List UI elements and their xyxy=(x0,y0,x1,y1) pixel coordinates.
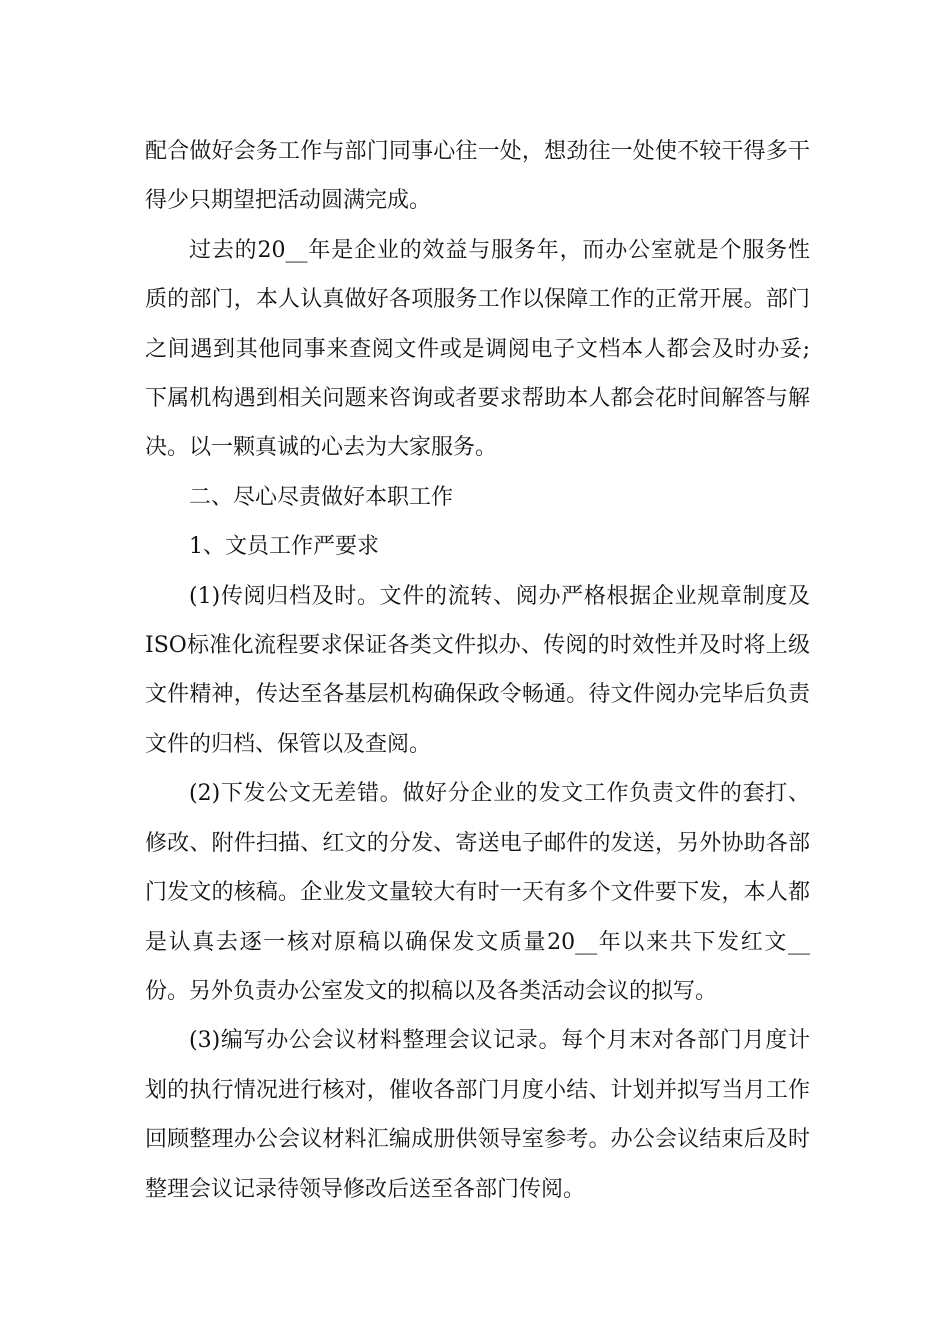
subsection-heading-1: 1、文员工作严要求 xyxy=(189,534,379,560)
document-body xyxy=(145,127,810,1214)
paragraph-item-3: (3)编写办公会议材料整理会议记录。每个月末对各部门月度计划的执行情况进行核对，催收各部门月度小结、计划并拟写当月工作回顾整理办公会议材料汇编成册供领导室参考。办公会议结束后及时整理会议记录待领导修改后送至各部门传阅。 xyxy=(145,1028,810,1202)
section-heading-2: 二、尽心尽责做好本职工作 xyxy=(189,484,454,510)
paragraph-1: 配合做好会务工作与部门同事心往一处，想劲往一处使不较干得多干得少只期望把活动圆满完成。 xyxy=(145,139,810,214)
paragraph-item-1: (1)传阅归档及时。文件的流转、阅办严格根据企业规章制度及ISO标准化流程要求保证各类文件拟办、传阅的时效性并及时将上级文件精神，传达至各基层机构确保政令畅通。待文件阅办完毕后负责文件的归档、保管以及查阅。 xyxy=(145,583,810,757)
paragraph-item-2: (2)下发公文无差错。做好分企业的发文工作负责文件的套打、修改、附件扫描、红文的分发、寄送电子邮件的发送，另外协助各部门发文的核稿。企业发文量较大有时一天有多个文件要下发，本人都是认真去逐一核对原稿以确保发文质量20__年以来共下发红文__份。另外负责办公室发文的拟稿以及各类活动会议的拟写。 xyxy=(145,781,810,1004)
paragraph-2: 过去的20__年是企业的效益与服务年，而办公室就是个服务性质的部门，本人认真做好各项服务工作以保障工作的正常开展。部门之间遇到其他同事来查阅文件或是调阅电子文档本人都会及时办妥;下属机构遇到相关问题来咨询或者要求帮助本人都会花时间解答与解决。以一颗真诚的心去为大家服务。 xyxy=(145,237,810,461)
